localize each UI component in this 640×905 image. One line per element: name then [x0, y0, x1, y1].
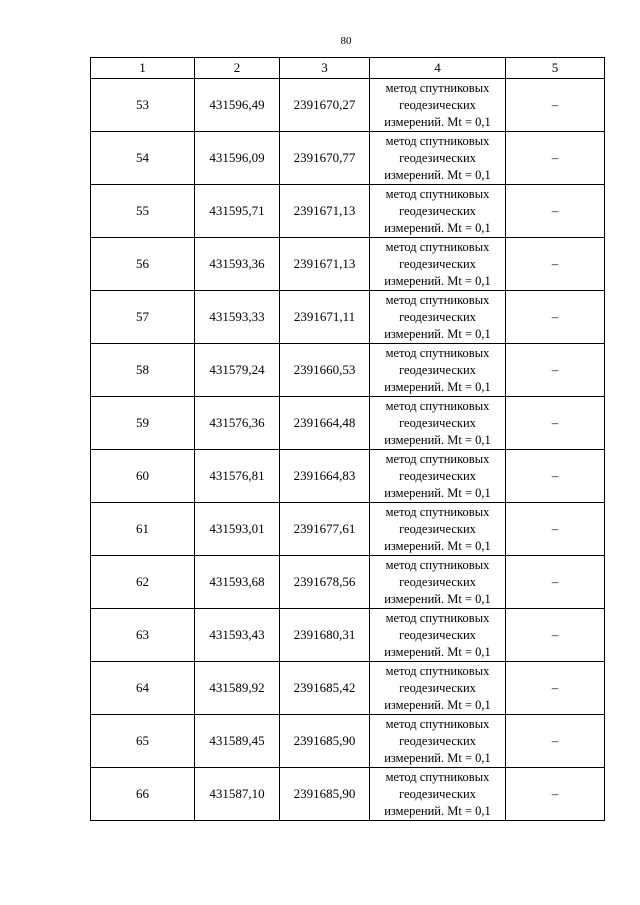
- method-line: метод спутниковых: [385, 610, 490, 625]
- note-cell: –: [506, 344, 605, 397]
- table-row: [91, 609, 605, 662]
- y-coordinate-cell: 2391671,11: [280, 291, 370, 344]
- method-line: измерений. Mt = 0,1: [384, 114, 491, 129]
- method-line: геодезических: [399, 521, 476, 536]
- note-cell: –: [506, 132, 605, 185]
- y-coordinate-cell: 2391664,48: [280, 397, 370, 450]
- method-cell: [370, 185, 506, 238]
- method-line: метод спутниковых: [385, 133, 490, 148]
- point-number-cell: 65: [91, 715, 195, 768]
- x-coordinate-cell: 431593,33: [195, 291, 280, 344]
- note-cell: –: [506, 609, 605, 662]
- y-coordinate-cell: 2391670,27: [280, 79, 370, 132]
- method-line: измерений. Mt = 0,1: [384, 644, 491, 659]
- y-coordinate-cell: 2391670,77: [280, 132, 370, 185]
- x-coordinate-cell: 431589,45: [195, 715, 280, 768]
- method-line: геодезических: [399, 150, 476, 165]
- point-number-cell: 54: [91, 132, 195, 185]
- table-body: [91, 79, 605, 821]
- method-cell: [370, 662, 506, 715]
- table-header-row: [91, 58, 605, 79]
- y-coordinate-cell: 2391671,13: [280, 185, 370, 238]
- method-line: геодезических: [399, 733, 476, 748]
- y-coordinate-cell: 2391685,42: [280, 662, 370, 715]
- x-coordinate-cell: 431595,71: [195, 185, 280, 238]
- column-header-4: 4: [370, 58, 506, 79]
- table-row: [91, 344, 605, 397]
- table-row: [91, 185, 605, 238]
- table-row: [91, 556, 605, 609]
- x-coordinate-cell: 431579,24: [195, 344, 280, 397]
- y-coordinate-cell: 2391685,90: [280, 715, 370, 768]
- point-number-cell: 64: [91, 662, 195, 715]
- table-row: [91, 291, 605, 344]
- note-cell: –: [506, 556, 605, 609]
- note-cell: –: [506, 238, 605, 291]
- point-number-cell: 62: [91, 556, 195, 609]
- method-cell: [370, 132, 506, 185]
- method-line: измерений. Mt = 0,1: [384, 538, 491, 553]
- y-coordinate-cell: 2391671,13: [280, 238, 370, 291]
- table-row: [91, 715, 605, 768]
- method-cell: [370, 79, 506, 132]
- point-number-cell: 63: [91, 609, 195, 662]
- method-line: геодезических: [399, 97, 476, 112]
- column-header-3: 3: [280, 58, 370, 79]
- method-line: геодезических: [399, 627, 476, 642]
- table-row: [91, 79, 605, 132]
- method-line: метод спутниковых: [385, 239, 490, 254]
- method-line: метод спутниковых: [385, 398, 490, 413]
- method-line: метод спутниковых: [385, 345, 490, 360]
- method-line: метод спутниковых: [385, 451, 490, 466]
- method-line: измерений. Mt = 0,1: [384, 591, 491, 606]
- y-coordinate-cell: 2391685,90: [280, 768, 370, 821]
- method-cell: [370, 556, 506, 609]
- method-line: измерений. Mt = 0,1: [384, 326, 491, 341]
- method-cell: [370, 291, 506, 344]
- method-line: геодезических: [399, 309, 476, 324]
- x-coordinate-cell: 431596,09: [195, 132, 280, 185]
- method-line: метод спутниковых: [385, 186, 490, 201]
- table-row: [91, 132, 605, 185]
- method-cell: [370, 768, 506, 821]
- method-line: измерений. Mt = 0,1: [384, 273, 491, 288]
- note-cell: –: [506, 715, 605, 768]
- point-number-cell: 53: [91, 79, 195, 132]
- method-line: измерений. Mt = 0,1: [384, 485, 491, 500]
- note-cell: –: [506, 291, 605, 344]
- table-row: [91, 450, 605, 503]
- column-header-1: 1: [91, 58, 195, 79]
- method-line: измерений. Mt = 0,1: [384, 220, 491, 235]
- note-cell: –: [506, 662, 605, 715]
- method-line: геодезических: [399, 203, 476, 218]
- method-line: метод спутниковых: [385, 769, 490, 784]
- x-coordinate-cell: 431593,01: [195, 503, 280, 556]
- x-coordinate-cell: 431596,49: [195, 79, 280, 132]
- method-cell: [370, 503, 506, 556]
- method-line: геодезических: [399, 415, 476, 430]
- point-number-cell: 55: [91, 185, 195, 238]
- point-number-cell: 58: [91, 344, 195, 397]
- method-line: метод спутниковых: [385, 716, 490, 731]
- note-cell: –: [506, 79, 605, 132]
- method-line: измерений. Mt = 0,1: [384, 379, 491, 394]
- note-cell: –: [506, 397, 605, 450]
- x-coordinate-cell: 431576,81: [195, 450, 280, 503]
- method-line: измерений. Mt = 0,1: [384, 432, 491, 447]
- method-line: метод спутниковых: [385, 80, 490, 95]
- table-row: [91, 238, 605, 291]
- y-coordinate-cell: 2391678,56: [280, 556, 370, 609]
- method-line: геодезических: [399, 574, 476, 589]
- method-cell: [370, 397, 506, 450]
- method-line: измерений. Mt = 0,1: [384, 750, 491, 765]
- column-header-5: 5: [506, 58, 605, 79]
- method-cell: [370, 344, 506, 397]
- method-line: метод спутниковых: [385, 504, 490, 519]
- table-row: [91, 768, 605, 821]
- x-coordinate-cell: 431576,36: [195, 397, 280, 450]
- page-number: 80: [340, 35, 352, 47]
- note-cell: –: [506, 503, 605, 556]
- method-line: геодезических: [399, 468, 476, 483]
- x-coordinate-cell: 431593,43: [195, 609, 280, 662]
- point-number-cell: 56: [91, 238, 195, 291]
- point-number-cell: 66: [91, 768, 195, 821]
- point-number-cell: 59: [91, 397, 195, 450]
- column-header-2: 2: [195, 58, 280, 79]
- table-row: [91, 503, 605, 556]
- method-line: метод спутниковых: [385, 292, 490, 307]
- method-cell: [370, 238, 506, 291]
- y-coordinate-cell: 2391680,31: [280, 609, 370, 662]
- method-line: метод спутниковых: [385, 557, 490, 572]
- y-coordinate-cell: 2391664,83: [280, 450, 370, 503]
- method-line: геодезических: [399, 256, 476, 271]
- x-coordinate-cell: 431589,92: [195, 662, 280, 715]
- note-cell: –: [506, 450, 605, 503]
- method-line: геодезических: [399, 680, 476, 695]
- point-number-cell: 60: [91, 450, 195, 503]
- point-number-cell: 61: [91, 503, 195, 556]
- x-coordinate-cell: 431593,36: [195, 238, 280, 291]
- y-coordinate-cell: 2391660,53: [280, 344, 370, 397]
- y-coordinate-cell: 2391677,61: [280, 503, 370, 556]
- method-line: измерений. Mt = 0,1: [384, 697, 491, 712]
- x-coordinate-cell: 431593,68: [195, 556, 280, 609]
- point-number-cell: 57: [91, 291, 195, 344]
- method-line: геодезических: [399, 786, 476, 801]
- coordinates-table: [90, 57, 605, 821]
- method-cell: [370, 450, 506, 503]
- method-line: геодезических: [399, 362, 476, 377]
- method-line: метод спутниковых: [385, 663, 490, 678]
- method-cell: [370, 715, 506, 768]
- method-line: измерений. Mt = 0,1: [384, 167, 491, 182]
- method-line: измерений. Mt = 0,1: [384, 803, 491, 818]
- method-cell: [370, 609, 506, 662]
- table-row: [91, 397, 605, 450]
- x-coordinate-cell: 431587,10: [195, 768, 280, 821]
- note-cell: –: [506, 185, 605, 238]
- table-row: [91, 662, 605, 715]
- note-cell: –: [506, 768, 605, 821]
